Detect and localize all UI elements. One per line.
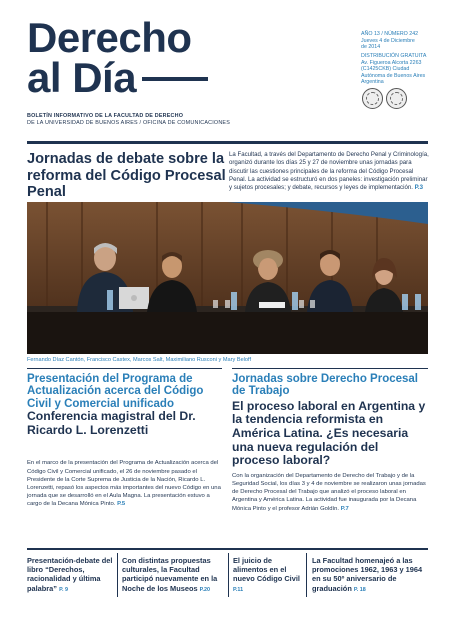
footer-item-4-page-ref: P. 18 <box>353 586 366 593</box>
left-article-body <box>27 459 225 508</box>
footer-item-2 <box>122 556 224 595</box>
section-rule-left <box>27 368 222 369</box>
footer-rule <box>27 548 428 550</box>
footer-item-1-page-ref: P. 9 <box>59 586 68 593</box>
footer-item-3-page-ref: P.11 <box>233 586 244 593</box>
right-article-kicker: Jornadas sobre Derecho Procesal de Trabajo <box>232 373 418 398</box>
distribution-label: DISTRIBUCIÓN GRATUITA <box>361 53 427 59</box>
left-article-kicker: Presentación del Programa de Actualización acerca del Código Civil y Comercial unificado <box>27 373 204 410</box>
left-article-page-ref: P.5 <box>117 501 126 508</box>
issue-date-line2: de 2014 <box>361 44 381 51</box>
masthead-dash <box>142 77 208 81</box>
footer-divider-1 <box>117 553 118 597</box>
footer-item-4 <box>312 556 428 595</box>
footer-item-2-text: Con distintas propuestas culturales, la Facultad participó nuevamente en la Noche de los Museos <box>122 556 218 593</box>
right-article <box>232 373 428 513</box>
right-article-headline: El proceso laboral en Argentina y la tendencia reformista en América Latina. ¿Es necesaria una nueva regulación del proceso laboral? <box>232 398 426 468</box>
masthead-title <box>27 14 208 101</box>
footer-item-2-page-ref: P.20 <box>199 586 211 593</box>
address-line2: (C1425CKB) Ciudad <box>361 66 410 73</box>
issue-date-line1: Jueves 4 de Diciembre <box>361 37 415 44</box>
masthead-subtitle-line1: BOLETÍN INFORMATIVO DE LA FACULTAD DE DERECHO <box>27 113 184 119</box>
footer-item-4-text: La Facultad homenajeó a las promociones 1962, 1963 y 1964 en su 50º aniversario de graduación <box>312 556 423 593</box>
footer-divider-3 <box>306 553 307 597</box>
footer-divider-2 <box>228 553 229 597</box>
left-article-body-text: En el marco de la presentación del Programa de Actualización acerca del Código Civil y Comercial unificado, el 26 de noviembre pasado el Presidente de la Corte Suprema de Justicia de la Nación, Ricardo L. Lorenzetti, repasó los aspectos más importantes del nuevo Código en una jornada que se desarrolló en el Aula Magna. La presentación estuvo a cargo de la Decana Mónica Pinto. <box>27 460 221 508</box>
masthead-rule <box>27 141 428 144</box>
left-article <box>27 373 225 509</box>
lead-body-text: La Facultad, a través del Departamento de Derecho Penal y Criminología, organizó durante los días 25 y 27 de noviembre unas jornadas para discutir las cuestiones principales de la reforma del Código Procesal Penal. La actividad se estructuró en dos paneles: investigación preliminar y sujetos procesales; y debate, recursos y leyes de implementación. <box>229 151 429 192</box>
masthead-subtitle-line2: DE LA UNIVERSIDAD DE BUENOS AIRES / OFICINA DE COMUNICACIONES <box>27 120 231 126</box>
left-article-headline: Conferencia magistral del Dr. Ricardo L. Lorenzetti <box>27 409 196 437</box>
footer-item-3 <box>233 556 303 595</box>
address-line4: Argentina <box>361 79 384 86</box>
issue-volume: AÑO 13 / NÚMERO 242 <box>361 31 419 37</box>
lead-photo-caption: Fernando Díaz Cantón, Francisco Castex, Marcos Salt, Maximiliano Rusconi y Mary Beloff <box>27 357 252 363</box>
section-rule-right <box>232 368 428 369</box>
address-line3: Autónoma de Buenos Aires <box>361 72 426 79</box>
issue-address <box>361 53 426 86</box>
lead-body <box>229 151 429 192</box>
issue-info <box>361 31 418 51</box>
right-article-body-text: Con la organización del Departamento de Derecho del Trabajo y de la Seguridad Social, los días 3 y 4 de noviembre se realizaron unas jornadas de Derecho Procesal del Trabajo que analizó el proceso laboral en Argentina y América Latina. La actividad fue inaugurada por la Decana Mónica Pinto y el profesor Adrián Goldín. <box>232 472 426 512</box>
masthead-title-line1: Derecho <box>27 14 192 61</box>
faculty-seal-icon <box>386 88 407 109</box>
university-seal-icon <box>362 88 383 109</box>
lead-photo <box>27 202 428 354</box>
footer-item-3-text: El juicio de alimentos en el nuevo Código Civil <box>233 556 300 584</box>
footer-item-1 <box>27 556 113 595</box>
right-article-page-ref: P.7 <box>340 505 349 512</box>
lead-page-ref: P.3 <box>414 184 423 192</box>
footer-item-1-text: Presentación-debate del libro “Derechos, racionalidad y última palabra” <box>27 556 113 593</box>
address-line1: Av. Figueroa Alcorta 2263 <box>361 59 422 66</box>
masthead-title-line2: al Día <box>27 54 137 101</box>
right-article-body <box>232 472 428 513</box>
lead-headline: Jornadas de debate sobre la reforma del Código Procesal Penal <box>27 151 226 200</box>
